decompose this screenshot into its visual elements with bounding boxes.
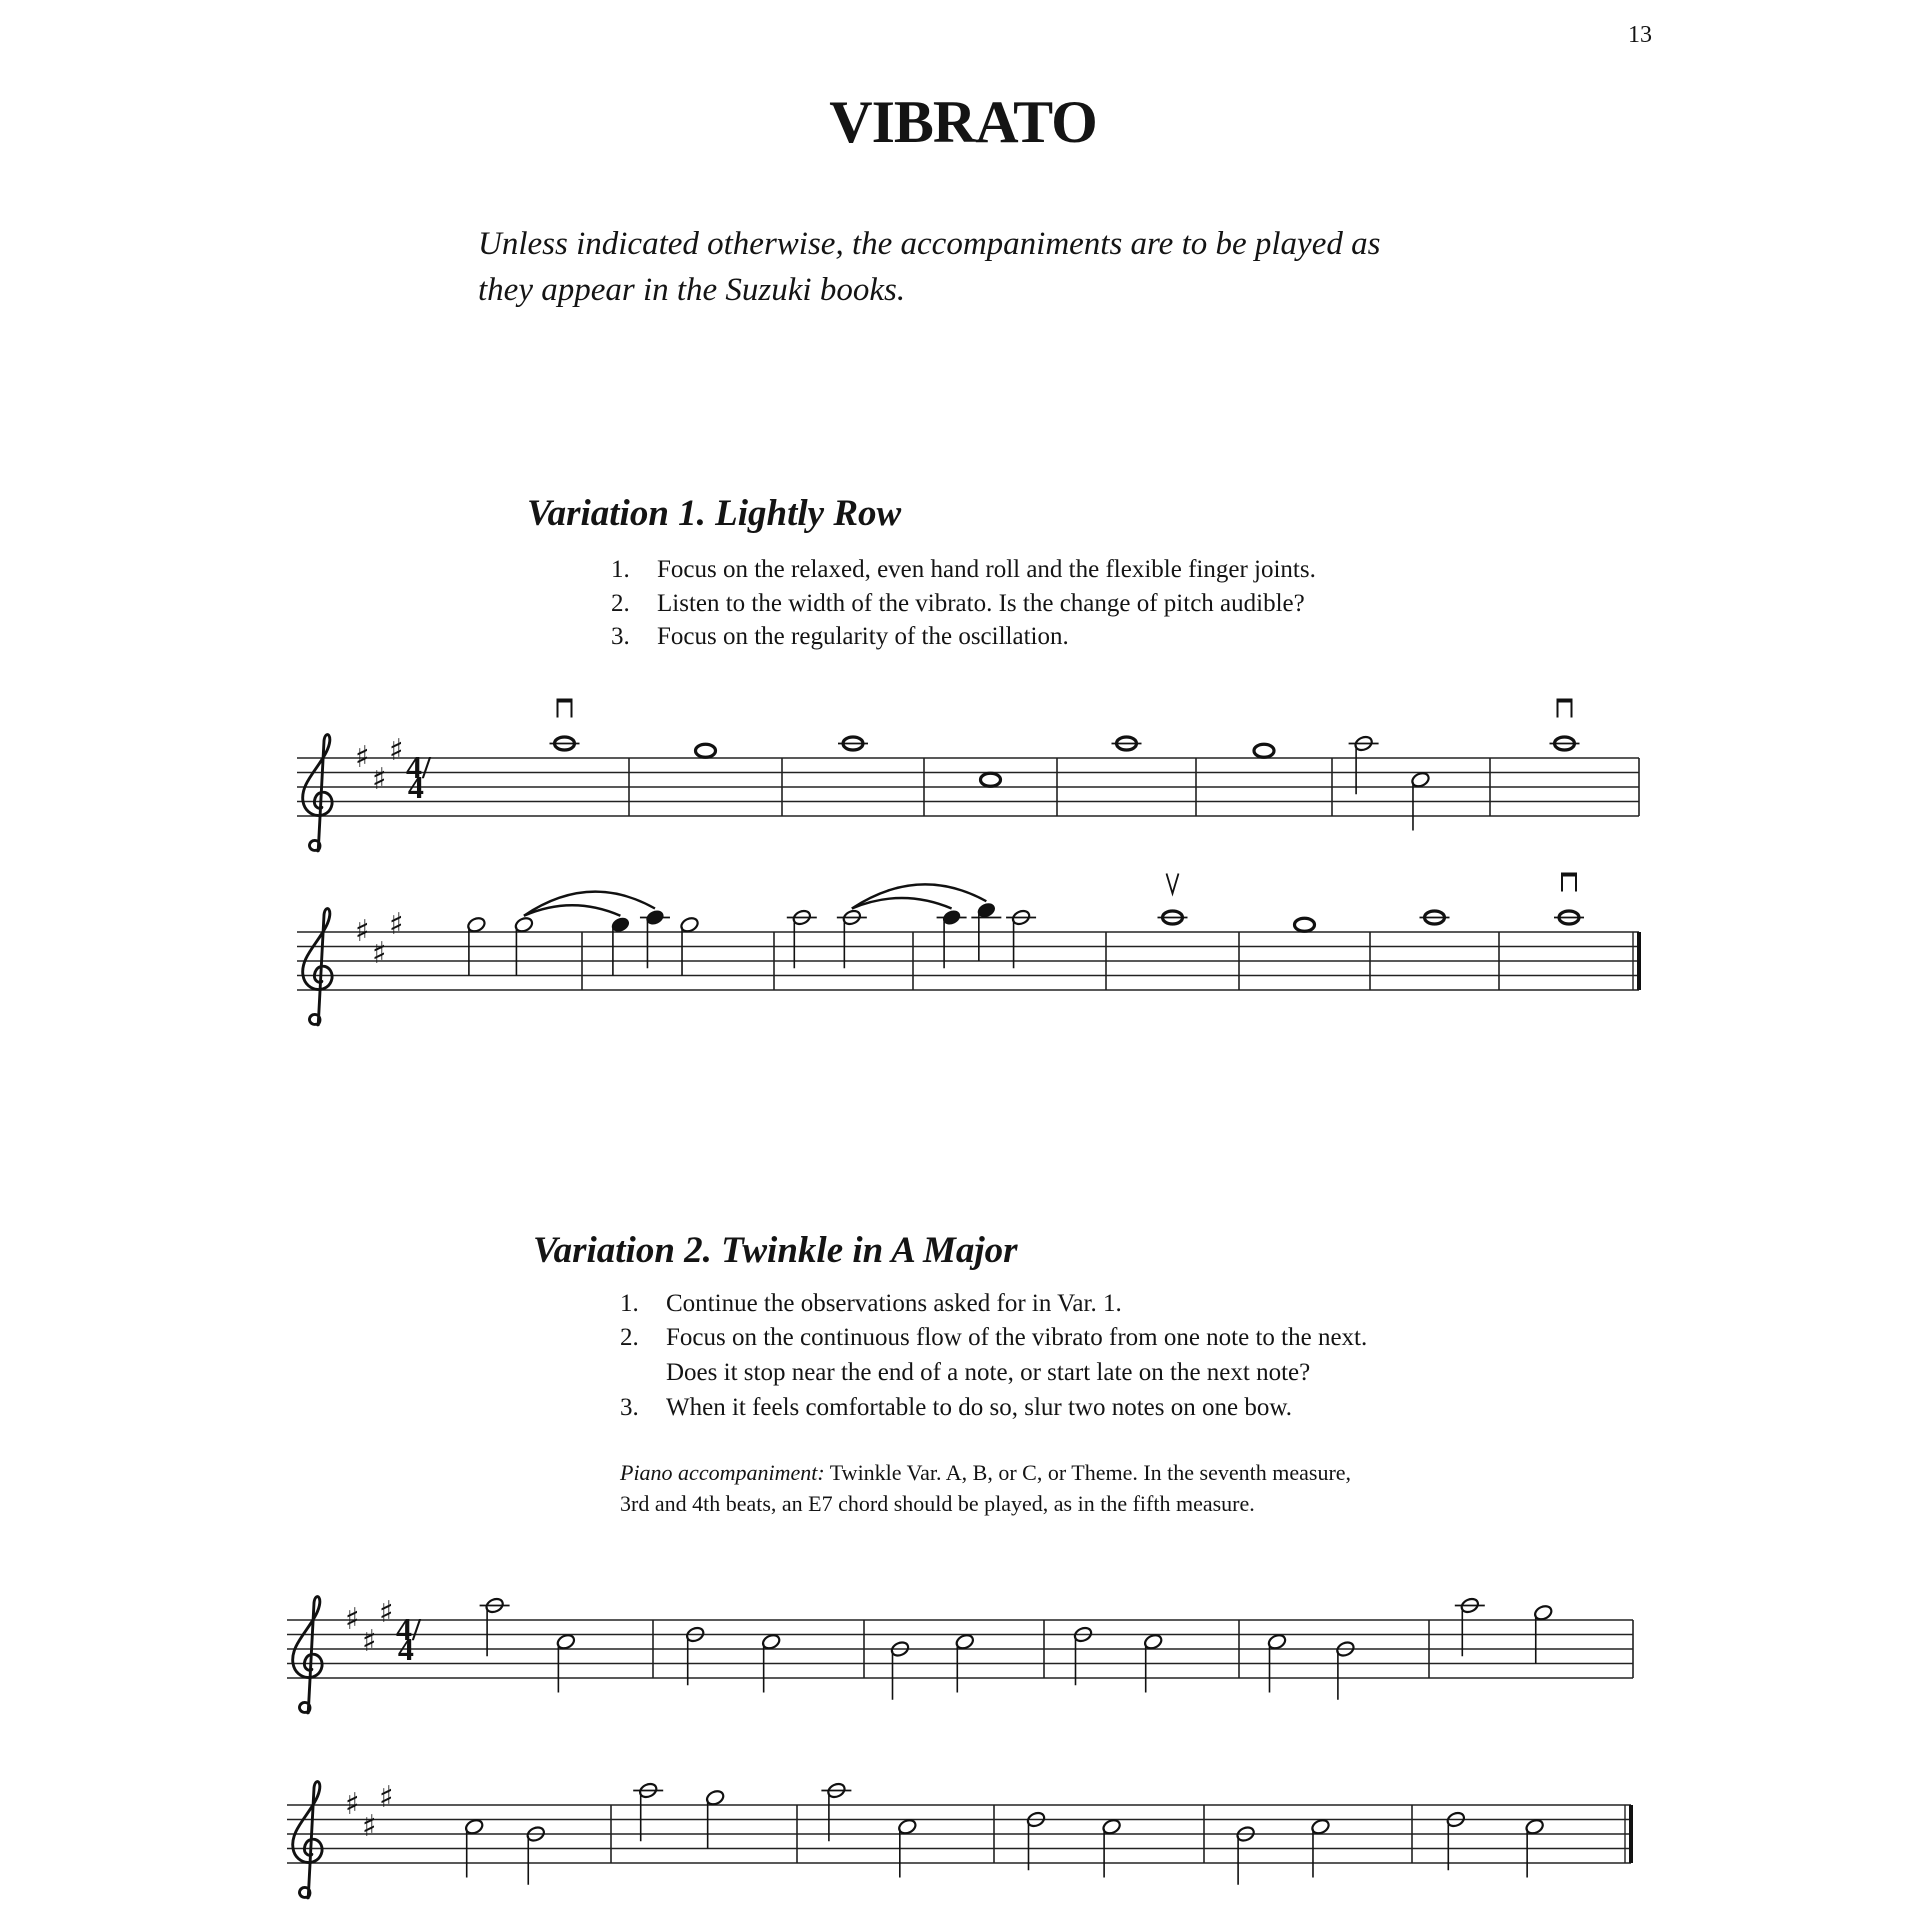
note-C5-h: [1410, 771, 1430, 831]
clef-shape: [303, 735, 332, 851]
note-C5-h: [1267, 1633, 1287, 1693]
note-A5-q: [640, 908, 670, 968]
sharp-icon: ♯: [355, 740, 370, 775]
up-bow-icon: [1167, 874, 1179, 894]
list-text: Focus on the relaxed, even hand roll and the flexible finger joints.: [657, 556, 1316, 583]
whole-note-head: [696, 744, 716, 757]
note-C5-h: [761, 1633, 781, 1693]
list-number: 3.: [620, 1394, 639, 1421]
note-A5-w: [1550, 700, 1580, 751]
staff-var2-line2: [287, 1780, 1631, 1898]
whole-note-head: [1295, 918, 1315, 931]
intro-line-2: they appear in the Suzuki books.: [478, 272, 906, 308]
note-G5-h: [1533, 1604, 1553, 1664]
note-B5-q: [971, 901, 1001, 961]
note-A5-w: [838, 737, 868, 750]
time-signature: 4/4: [406, 749, 431, 805]
list-number: 1.: [620, 1290, 639, 1317]
note-G5-w: [1254, 744, 1274, 757]
note-C5-h: [1101, 1818, 1121, 1878]
variation-2-heading: Variation 2. Twinkle in A Major: [533, 1230, 1018, 1271]
note-C5-w: [981, 773, 1001, 786]
treble-clef-icon: [303, 909, 332, 1025]
note-A5-h: [837, 908, 867, 968]
note-C5-h: [1524, 1818, 1544, 1878]
list-text: When it feels comfortable to do so, slur two notes on one bow.: [666, 1394, 1293, 1421]
note-A5-h: [821, 1781, 851, 1841]
sharp-icon: ♯: [372, 761, 387, 797]
sharp-icon: ♯: [389, 732, 404, 768]
list-number: 2.: [611, 590, 630, 617]
note-C5-h: [1143, 1633, 1163, 1693]
note-A5-w: [1158, 874, 1188, 925]
note-G5-h: [679, 916, 699, 976]
sharp-icon: ♯: [379, 1594, 394, 1630]
note-G5-w: [1295, 918, 1315, 931]
note-C5-h: [556, 1633, 576, 1693]
note-A5-w: [1420, 911, 1450, 924]
staff-var1-line2: [297, 874, 1639, 1025]
list-number: 3.: [611, 623, 630, 650]
page-title: VIBRATO: [829, 89, 1097, 155]
list-number: 1.: [611, 556, 630, 583]
note-C5-h: [464, 1818, 484, 1878]
note-G5-h: [705, 1789, 725, 1849]
clef-shape: [303, 909, 332, 1025]
list-text: Does it stop near the end of a note, or start late on the next note?: [666, 1359, 1311, 1386]
piano-text: Twinkle Var. A, B, or C, or Theme. In the seventh measure,: [824, 1460, 1352, 1485]
note-G5-q: [610, 916, 630, 976]
note-A5-w: [550, 700, 580, 751]
sharp-icon: ♯: [389, 906, 404, 942]
intro-line-1: Unless indicated otherwise, the accompaniments are to be played as: [478, 226, 1381, 262]
sharp-icon: ♯: [362, 1808, 377, 1844]
variation-1-heading: Variation 1. Lightly Row: [527, 493, 902, 534]
note-A5-q: [937, 908, 967, 968]
note-A5-h: [1455, 1596, 1485, 1656]
note-A5-h: [633, 1781, 663, 1841]
note-A5-w: [1554, 874, 1584, 925]
note-A5-h: [1006, 908, 1036, 968]
note-G5-h: [466, 916, 486, 976]
slur: [524, 892, 655, 916]
note-G5-h: [514, 916, 534, 976]
note-C5-h: [955, 1633, 975, 1693]
whole-note-head: [981, 773, 1001, 786]
sharp-icon: ♯: [362, 1623, 377, 1659]
list-text: Continue the observations asked for in Var. 1.: [666, 1290, 1122, 1317]
whole-note-head: [1254, 744, 1274, 757]
note-A5-h: [787, 908, 817, 968]
treble-clef-icon: [293, 1782, 322, 1898]
note-A5-h: [480, 1596, 510, 1656]
time-signature: 4/4: [396, 1611, 421, 1667]
clef-shape: [293, 1782, 322, 1898]
list-text: Focus on the continuous flow of the vibrato from one note to the next.: [666, 1324, 1368, 1351]
list-number: 2.: [620, 1324, 639, 1351]
note-A5-w: [1112, 737, 1142, 750]
treble-clef-icon: [303, 735, 332, 851]
note-C5-h: [897, 1818, 917, 1878]
staff-var1-line1: [297, 700, 1639, 851]
piano-label: Piano accompaniment:: [620, 1460, 825, 1485]
note-A5-h: [1349, 734, 1379, 794]
sharp-icon: ♯: [345, 1787, 360, 1822]
list-text: Focus on the regularity of the oscillation.: [657, 623, 1069, 650]
sharp-icon: ♯: [379, 1779, 394, 1815]
page-number: 13: [1628, 22, 1652, 48]
sharp-icon: ♯: [345, 1602, 360, 1637]
treble-clef-icon: [293, 1597, 322, 1713]
list-text: Listen to the width of the vibrato. Is the change of pitch audible?: [657, 590, 1305, 617]
staff-var2-line1: [287, 1595, 1633, 1713]
note-C5-h: [1310, 1818, 1330, 1878]
slur: [852, 884, 987, 908]
clef-shape: [293, 1597, 322, 1713]
sharp-icon: ♯: [372, 935, 387, 971]
sharp-icon: ♯: [355, 914, 370, 949]
piano-accompaniment-note-2: 3rd and 4th beats, an E7 chord should be played, as in the fifth measure.: [620, 1491, 1255, 1516]
note-G5-w: [696, 744, 716, 757]
